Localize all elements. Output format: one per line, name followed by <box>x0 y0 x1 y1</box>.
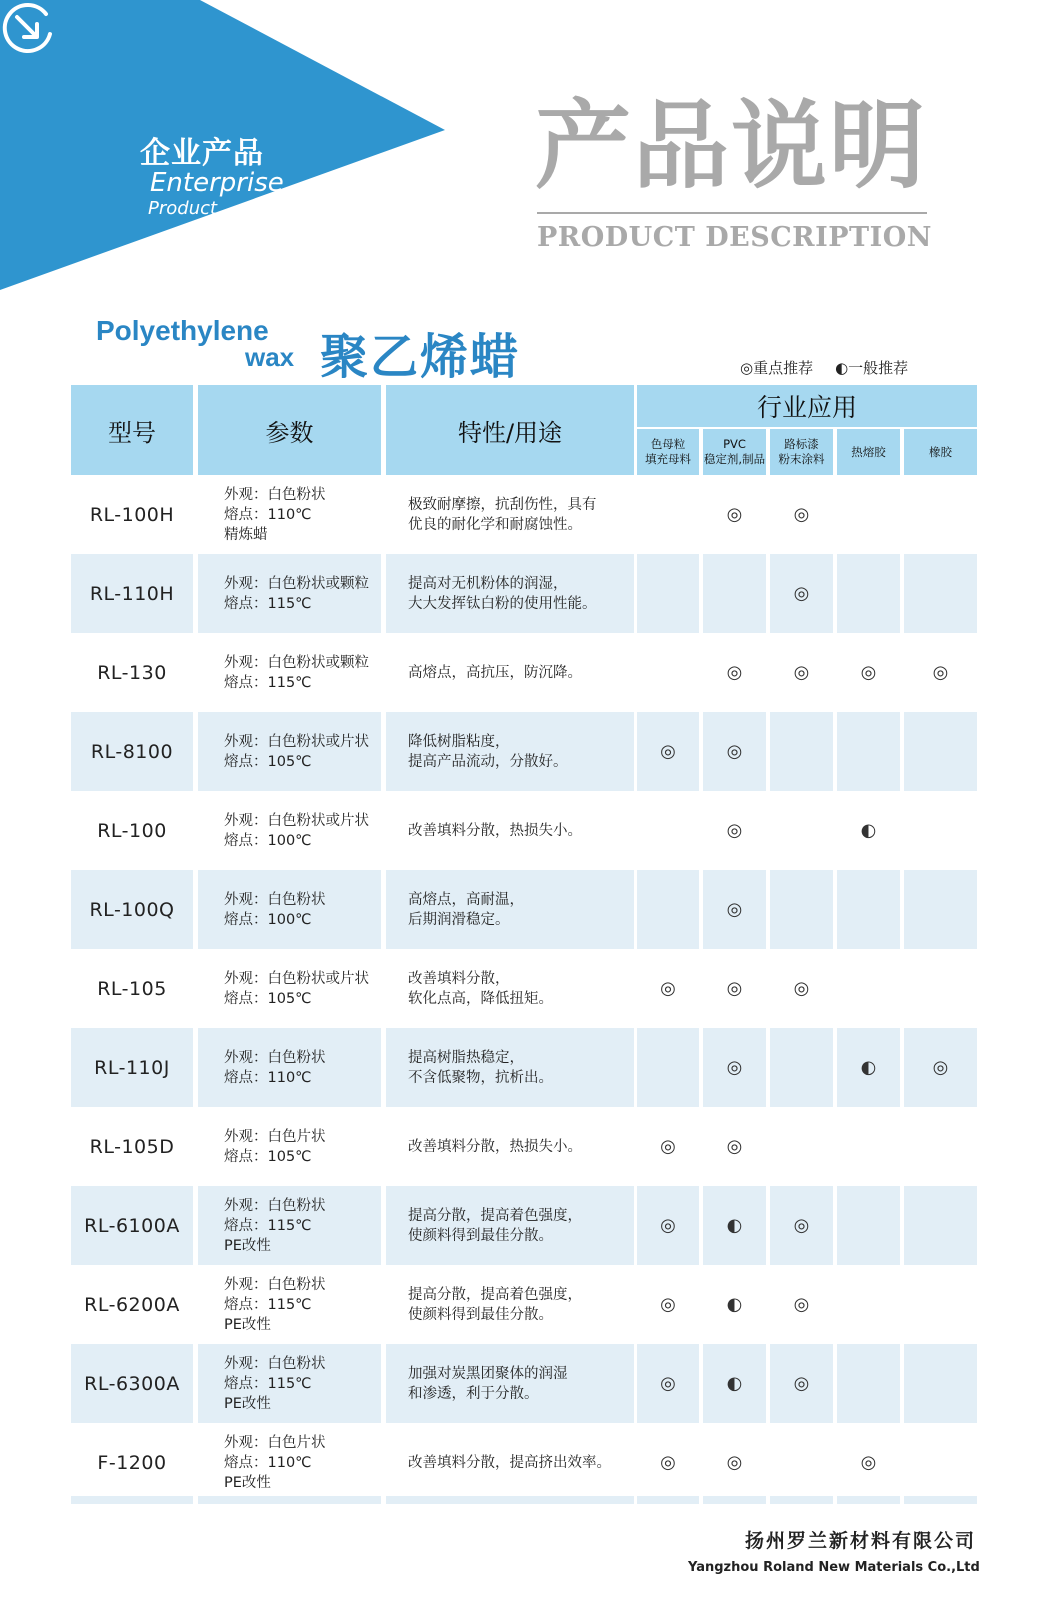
param-line: 外观：白色粉状或片状 <box>224 733 369 750</box>
features-cell <box>386 1344 634 1423</box>
table-row <box>71 870 977 949</box>
industry-mark-cell: ◎ <box>770 1344 833 1423</box>
industry-mark-cell <box>904 949 977 1028</box>
legend-general-recommend: ◐一般推荐 <box>835 359 909 377</box>
header-industry-coating <box>770 429 833 475</box>
model-cell: RL-6200A <box>84 1293 180 1316</box>
param-line: PE改性 <box>224 1316 271 1333</box>
industry-mark-cell: ◎ <box>793 978 810 999</box>
industry-mark-cell: ◎ <box>660 1452 676 1473</box>
industry-mark-cell <box>770 712 833 791</box>
product-table <box>71 385 977 1502</box>
header-industry-rubber <box>904 429 977 475</box>
features-cell <box>386 1423 634 1502</box>
param-line: 外观：白色粉状 <box>224 486 326 503</box>
param-line: 外观：白色粉状 <box>224 1276 326 1293</box>
industry-mark-cell: ◎ <box>726 504 743 525</box>
feature-line: 降低树脂粘度， <box>408 733 510 750</box>
table-row <box>71 1107 977 1186</box>
model-cell: RL-8100 <box>71 712 193 791</box>
industry-mark-cell <box>770 1107 833 1186</box>
param-line: 外观：白色粉状 <box>224 891 326 908</box>
heading-divider <box>537 212 927 214</box>
industry-mark-cell <box>904 1344 977 1423</box>
industry-mark-cell <box>703 554 766 633</box>
param-line: 熔点：110℃ <box>224 506 312 523</box>
params-cell <box>198 1107 381 1186</box>
industry-mark-cell: ◎ <box>726 978 743 999</box>
header-industry-hotmelt <box>837 429 900 475</box>
product-title-en-1: Polyethylene <box>96 315 269 346</box>
param-line: 外观：白色粉状 <box>224 1049 326 1066</box>
params-cell <box>198 712 381 791</box>
feature-line: 使颜料得到最佳分散。 <box>408 1306 553 1323</box>
industry-mark-cell: ◎ <box>703 712 766 791</box>
industry-mark-cell: ◎ <box>703 1028 766 1107</box>
industry-mark-cell: ◎ <box>637 1186 699 1265</box>
table-row <box>71 949 977 1028</box>
feature-line: 提高对无机粉体的润湿， <box>408 575 568 592</box>
industry-mark-cell: ◐ <box>860 820 877 841</box>
industry-mark-cell <box>837 1107 900 1186</box>
product-description-title: 产品说明 <box>535 90 927 202</box>
param-line: 熔点：110℃ <box>224 1454 312 1471</box>
param-line: 外观：白色粉状或颗粒 <box>224 654 369 671</box>
industry-label: 橡胶 <box>929 444 952 459</box>
legend <box>740 357 908 378</box>
industry-label-sub: 填充母料 <box>645 452 691 466</box>
industry-mark-cell <box>637 633 699 712</box>
industry-mark-cell: ◎ <box>770 554 833 633</box>
params-cell <box>198 949 381 1028</box>
params-cell <box>198 1186 381 1265</box>
param-line: 熔点：105℃ <box>224 1148 312 1165</box>
feature-line: 软化点高，降低扭矩。 <box>408 990 553 1007</box>
industry-mark-cell <box>837 1344 900 1423</box>
industry-mark-cell <box>770 1423 833 1502</box>
table-row <box>71 554 977 633</box>
table-row <box>71 1423 977 1502</box>
industry-label: 热熔胶 <box>851 444 886 459</box>
table-body <box>71 475 977 1502</box>
model-cell: F-1200 <box>97 1451 167 1474</box>
industry-mark-cell <box>837 475 900 554</box>
header-params: 参数 <box>198 385 381 475</box>
feature-line: 加强对炭黑团聚体的润湿 <box>408 1365 568 1382</box>
features-cell <box>386 791 634 870</box>
feature-line: 高熔点，高耐温， <box>408 891 524 908</box>
param-line: 外观：白色粉状或片状 <box>224 970 369 987</box>
industry-label-sub: 粉末涂料 <box>778 452 825 466</box>
industry-mark-cell <box>770 870 833 949</box>
param-line: PE改性 <box>224 1474 271 1491</box>
table-row <box>71 791 977 870</box>
industry-label: 色母粒 <box>650 437 686 451</box>
model-cell: RL-6100A <box>71 1186 193 1265</box>
model-cell: RL-6300A <box>71 1344 193 1423</box>
param-line: 外观：白色粉状或片状 <box>224 812 369 829</box>
feature-line: 大大发挥钛白粉的使用性能。 <box>408 595 597 612</box>
industry-mark-cell: ◎ <box>726 1452 743 1473</box>
industry-mark-cell: ◎ <box>726 662 743 683</box>
header-industry-pvc <box>703 429 766 475</box>
product-title-cn: 聚乙烯蜡 <box>320 329 521 385</box>
industry-mark-cell <box>904 712 977 791</box>
industry-mark-cell: ◐ <box>837 1028 900 1107</box>
industry-mark-cell <box>904 1107 977 1186</box>
industry-mark-cell: ◎ <box>860 662 877 683</box>
industry-mark-cell <box>770 791 833 870</box>
features-cell <box>386 475 634 554</box>
model-cell: RL-110H <box>71 554 193 633</box>
table-row <box>71 633 977 712</box>
features-cell <box>386 554 634 633</box>
param-line: 外观：白色粉状或颗粒 <box>224 575 369 592</box>
features-cell <box>386 1186 634 1265</box>
params-cell <box>198 1423 381 1502</box>
industry-mark-cell <box>837 712 900 791</box>
model-cell: RL-105D <box>89 1135 175 1158</box>
industry-mark-cell: ◎ <box>703 870 766 949</box>
industry-mark-cell: ◎ <box>793 504 810 525</box>
table-bottom-strip <box>71 1496 977 1504</box>
features-cell <box>386 949 634 1028</box>
table-row <box>71 712 977 791</box>
company-name-en: Yangzhou Roland New Materials Co.,Ltd <box>688 1560 980 1575</box>
param-line: 熔点：100℃ <box>224 832 312 849</box>
param-line: PE改性 <box>224 1237 271 1254</box>
industry-mark-cell <box>637 791 699 870</box>
feature-line: 和渗透，利于分散。 <box>408 1385 539 1402</box>
params-cell <box>198 475 381 554</box>
industry-mark-cell <box>837 554 900 633</box>
industry-label-sub: 稳定剂,制品 <box>703 452 766 466</box>
industry-mark-cell: ◐ <box>726 1294 743 1315</box>
param-line: 熔点：115℃ <box>224 1375 312 1392</box>
table-row <box>71 1265 977 1344</box>
param-line: 外观：白色片状 <box>224 1128 326 1145</box>
industry-mark-cell: ◎ <box>860 1452 877 1473</box>
features-cell <box>386 633 634 712</box>
industry-mark-cell: ◐ <box>703 1186 766 1265</box>
feature-line: 提高树脂热稳定， <box>408 1049 524 1066</box>
feature-line: 改善填料分散， <box>408 970 510 987</box>
features-cell <box>386 1028 634 1107</box>
industry-label: 路标漆 <box>784 437 819 451</box>
feature-line: 提高产品流动，分散好。 <box>408 753 568 770</box>
header-features: 特性/用途 <box>386 385 634 475</box>
params-cell <box>198 870 381 949</box>
features-cell <box>386 870 634 949</box>
industry-mark-cell <box>904 1423 977 1502</box>
industry-mark-cell <box>837 1265 900 1344</box>
legend-key-recommend: ◎重点推荐 <box>740 359 814 377</box>
param-line: 熔点：115℃ <box>224 595 312 612</box>
industry-mark-cell: ◎ <box>770 1186 833 1265</box>
param-line: PE改性 <box>224 1395 271 1412</box>
model-cell: RL-110J <box>71 1028 193 1107</box>
table-header <box>71 385 977 475</box>
param-line: 外观：白色片状 <box>224 1434 326 1451</box>
industry-mark-cell <box>770 1028 833 1107</box>
param-line: 熔点：105℃ <box>224 990 312 1007</box>
feature-line: 提高分散，提高着色强度， <box>408 1207 582 1224</box>
table-row <box>71 1186 977 1265</box>
model-cell: RL-100H <box>89 503 175 526</box>
industry-mark-cell: ◎ <box>637 712 699 791</box>
industry-mark-cell <box>637 475 699 554</box>
param-line: 熔点：115℃ <box>224 1296 312 1313</box>
header-model: 型号 <box>71 385 193 475</box>
product-title-en-2: wax <box>245 342 295 372</box>
features-cell <box>386 1265 634 1344</box>
feature-line: 极致耐摩擦，抗刮伤性，具有 <box>408 496 597 513</box>
industry-mark-cell: ◎ <box>660 1136 676 1157</box>
industry-mark-cell: ◐ <box>703 1344 766 1423</box>
feature-line: 不含低聚物，抗析出。 <box>408 1069 553 1086</box>
features-cell <box>386 1107 634 1186</box>
industry-mark-cell: ◎ <box>660 1294 676 1315</box>
feature-line: 使颜料得到最佳分散。 <box>408 1227 553 1244</box>
industry-mark-cell <box>637 870 699 949</box>
industry-mark-cell: ◎ <box>793 662 810 683</box>
industry-mark-cell <box>904 554 977 633</box>
industry-mark-cell: ◎ <box>660 978 676 999</box>
table-row <box>71 1344 977 1423</box>
industry-mark-cell: ◎ <box>726 1136 743 1157</box>
industry-mark-cell <box>904 1186 977 1265</box>
table-row <box>71 475 977 554</box>
model-cell: RL-105 <box>97 977 167 1000</box>
params-cell <box>198 554 381 633</box>
model-cell: RL-100 <box>97 819 167 842</box>
model-cell: RL-100Q <box>71 870 193 949</box>
industry-mark-cell: ◎ <box>793 1294 810 1315</box>
features-cell <box>386 712 634 791</box>
banner-title-cn: 企业产品 <box>140 136 264 171</box>
params-cell <box>198 1265 381 1344</box>
industry-mark-cell <box>837 870 900 949</box>
banner-title-en-2: Product <box>148 198 218 219</box>
feature-line: 高熔点，高抗压，防沉降。 <box>408 664 582 681</box>
param-line: 熔点：115℃ <box>224 674 312 691</box>
feature-line: 优良的耐化学和耐腐蚀性。 <box>408 516 582 533</box>
enterprise-banner <box>0 0 460 300</box>
params-cell <box>198 633 381 712</box>
param-line: 熔点：100℃ <box>224 911 312 928</box>
param-line: 熔点：110℃ <box>224 1069 312 1086</box>
company-name-cn: 扬州罗兰新材料有限公司 <box>745 1530 977 1552</box>
feature-line: 后期润滑稳定。 <box>408 911 510 928</box>
industry-label: PVC <box>723 437 746 451</box>
industry-mark-cell <box>837 1186 900 1265</box>
header-industry: 行业应用 <box>637 385 977 427</box>
product-description-subtitle: PRODUCT DESCRIPTION <box>537 222 932 253</box>
feature-line: 改善填料分散，热损失小。 <box>408 822 582 839</box>
industry-mark-cell <box>904 1265 977 1344</box>
header-industry-masterbatch <box>637 429 699 475</box>
param-line: 精炼蜡 <box>224 526 268 543</box>
industry-mark-cell <box>637 554 699 633</box>
feature-line: 提高分散，提高着色强度， <box>408 1286 582 1303</box>
industry-mark-cell <box>904 791 977 870</box>
industry-mark-cell <box>637 1028 699 1107</box>
feature-line: 改善填料分散，热损失小。 <box>408 1138 582 1155</box>
param-line: 外观：白色粉状 <box>224 1355 326 1372</box>
industry-mark-cell: ◎ <box>726 820 743 841</box>
param-line: 熔点：105℃ <box>224 753 312 770</box>
industry-mark-cell <box>837 949 900 1028</box>
param-line: 熔点：115℃ <box>224 1217 312 1234</box>
banner-title-en-1: Enterprise <box>150 168 284 198</box>
arrow-circle-icon <box>0 0 56 56</box>
industry-mark-cell <box>904 870 977 949</box>
param-line: 外观：白色粉状 <box>224 1197 326 1214</box>
params-cell <box>198 1344 381 1423</box>
industry-mark-cell: ◎ <box>637 1344 699 1423</box>
feature-line: 改善填料分散，提高挤出效率。 <box>408 1454 611 1471</box>
industry-mark-cell <box>904 475 977 554</box>
params-cell <box>198 791 381 870</box>
industry-mark-cell: ◎ <box>904 1028 977 1107</box>
table-row <box>71 1028 977 1107</box>
industry-mark-cell: ◎ <box>932 662 949 683</box>
params-cell <box>198 1028 381 1107</box>
model-cell: RL-130 <box>97 661 167 684</box>
